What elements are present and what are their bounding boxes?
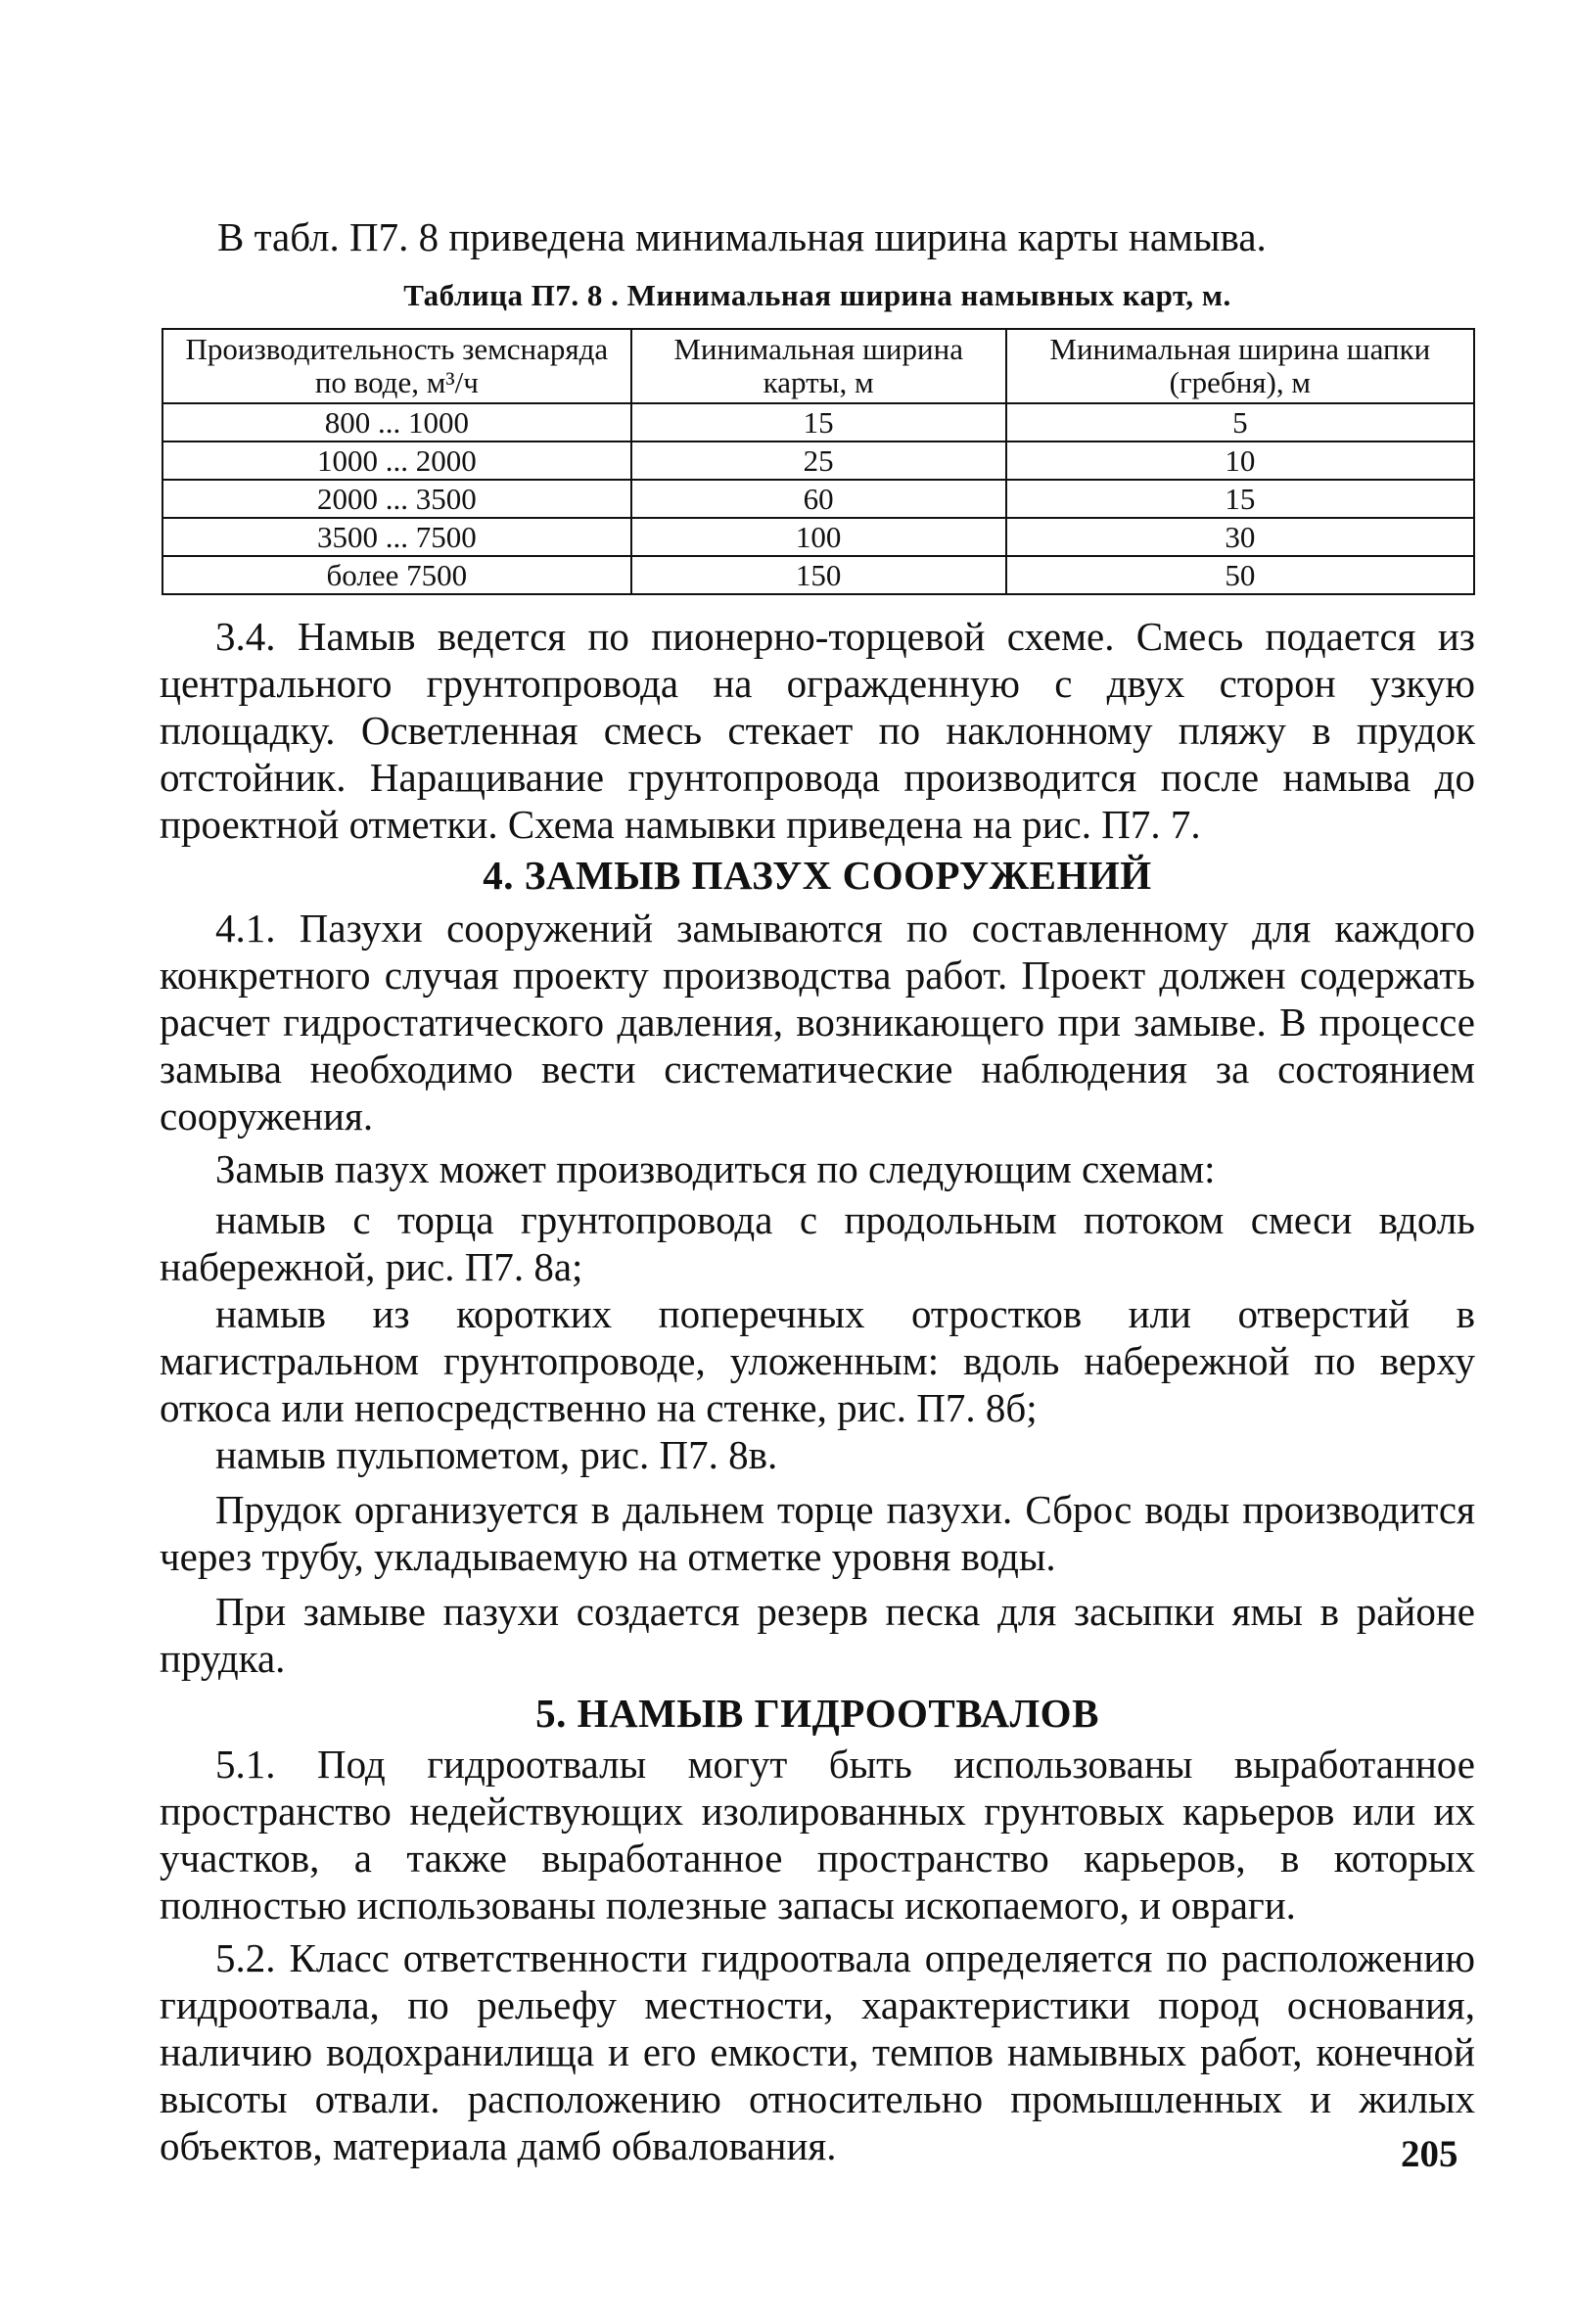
table-cell: 30 [1006, 518, 1474, 556]
paragraph-scheme-b: намыв из коротких поперечных отростков или отверстий в магистральном грунтопроводе, уложенным: вдоль набережной по верху откоса или непосредственно на стенке, рис. П7. 8б; [160, 1291, 1475, 1430]
paragraph-reserve: При замыве пазухи создается резерв песка для засыпки ямы в районе прудка. [160, 1589, 1475, 1681]
table-caption: Таблица П7. 8 . Минимальная ширина намывных карт, м. [403, 278, 1231, 312]
table-cell: 1000 ... 2000 [162, 442, 631, 480]
table-cell: 50 [1006, 556, 1474, 594]
table-header-cell: Производительность земснаряда по воде, м³/ч [162, 329, 631, 403]
table-cell: 15 [631, 403, 1006, 442]
paragraph-5-2: 5.2. Класс ответственности гидроотвала определяется по расположению гидроотвала, по рельефу местности, характеристики пород основания, наличию водохранилища и его емкости, темпов намывных работ, конечной высоты отвали. расположению относительно промышленных и жилых объектов, материала дамб обвалования. [160, 1935, 1475, 2168]
table-cell: 25 [631, 442, 1006, 480]
paragraph-scheme-c: намыв пульпометом, рис. П7. 8в. [215, 1432, 778, 1477]
table-cell: 100 [631, 518, 1006, 556]
table-cell: 3500 ... 7500 [162, 518, 631, 556]
paragraph-pond: Прудок организуется в дальнем торце пазухи. Сброс воды производится через трубу, укладываемую на отметке уровня воды. [160, 1487, 1475, 1579]
table-header-cell: Минимальная ширина шапки (гребня), м [1006, 329, 1474, 403]
table-header-row [162, 329, 1474, 403]
table-cell: 10 [1006, 442, 1474, 480]
section-4-text [160, 905, 1475, 1682]
table-cell: 15 [1006, 480, 1474, 518]
paragraph-schemes: Замыв пазух может производиться по следующим схемам: [215, 1146, 1216, 1191]
section-4-heading: 4. ЗАМЫВ ПАЗУХ СООРУЖЕНИЙ [483, 853, 1152, 898]
table-row [162, 556, 1474, 594]
intro-paragraph: В табл. П7. 8 приведена минимальная ширина карты намыва. [217, 214, 1267, 259]
paragraph-5-1: 5.1. Под гидроотвалы могут быть использованы выработанное пространство недействующих изолированных грунтовых карьеров или их участков, а также выработанное пространство карьеров, в которых полностью использованы полезные запасы ископаемого, и овраги. [160, 1742, 1475, 1928]
table-cell: 60 [631, 480, 1006, 518]
table-cell: 800 ... 1000 [162, 403, 631, 442]
paragraph-3-4: 3.4. Намыв ведется по пионерно-торцевой схеме. Смесь подается из центрального грунтопровода на огражденную с двух сторон узкую площадку. Осветленная смесь стекает по наклонному пляжу в прудок отстойник. Наращивание грунтопровода производится после намыва до проектной отметки. Схема намывки приведена на рис. П7. 7. [160, 614, 1475, 847]
table-row [162, 518, 1474, 556]
section-3-text [160, 613, 1475, 848]
table-row [162, 480, 1474, 518]
paragraph-4-1: 4.1. Пазухи сооружений замываются по составленному для каждого конкретного случая проекту производства работ. Проект должен содержать расчет гидростатического давления, возникающего при замыве. В процессе замыва необходимо вести систематические наблюдения за состоянием сооружения. [160, 906, 1475, 1139]
page-number: 205 [1401, 2133, 1458, 2175]
section-5-heading: 5. НАМЫВ ГИДРООТВАЛОВ [535, 1691, 1099, 1736]
table-row [162, 442, 1474, 480]
table-cell: более 7500 [162, 556, 631, 594]
section-5-text [160, 1741, 1475, 2169]
dredge-width-table [162, 328, 1475, 595]
table-cell: 5 [1006, 403, 1474, 442]
table-header-cell: Минимальная ширина карты, м [631, 329, 1006, 403]
table-cell: 150 [631, 556, 1006, 594]
paragraph-scheme-a: намыв с торца грунтопровода с продольным потоком смеси вдоль набережной, рис. П7. 8а; [160, 1197, 1475, 1289]
table-cell: 2000 ... 3500 [162, 480, 631, 518]
table-row [162, 403, 1474, 442]
